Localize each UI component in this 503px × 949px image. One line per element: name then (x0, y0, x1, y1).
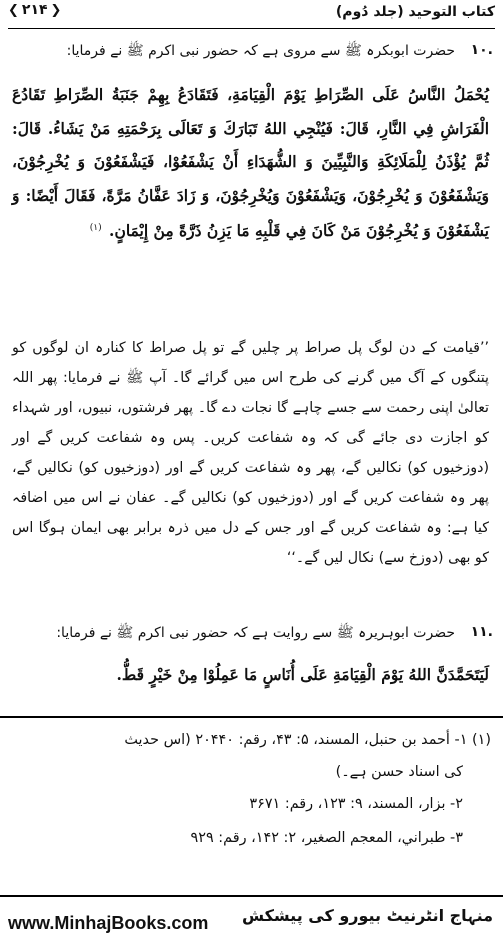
footer-divider (0, 895, 503, 897)
website-link[interactable]: www.MinhajBooks.com (8, 913, 209, 933)
footnote-line: کی اسناد حسن ہے۔) (335, 764, 463, 780)
publisher-credit: منہاج انٹرنیٹ بیورو کی پیشکش (241, 906, 493, 925)
hadith-intro: حضرت ابوہریرہ ﷺ سے روایت ہے کہ حضور نبی اکرم ﷺ نے فرمایا: (56, 625, 455, 641)
hadith-number: ۱۰. (470, 42, 493, 58)
hadith-number: ۱۱. (470, 624, 493, 640)
footnote-line: ۲- بزار، المسند، ۹: ۱۲۳، رقم: ۳۶۷۱ (249, 796, 463, 812)
header-divider (8, 28, 495, 29)
hadith-arabic-text: لَيَتَحَمَّدَنَّ اللهُ يَوْمَ الْقِيَامَةِ عَلَى أُنَاسٍ مَا عَمِلُوْا مِنْ خَيْرٍ قَطُّ. (116, 665, 489, 684)
ornament-left-icon: ❮ (8, 2, 19, 18)
book-title: كتاب التوحيد (جلد دُوم) (335, 4, 495, 20)
arabic-text: يُحْمَلُ النَّاسُ عَلَى الصِّرَاطِ يَوْمَ الْقِيَامَةِ، فَتَقَادَعُ بِهِمْ جَنَبَةُ الصِّرَاطِ تَقَادُعَ الْفَرَاشِ فِي النَّارِ، قَالَ: فَيُنْجِي اللهُ تَبَارَكَ وَ تَعَالَى بِرَحْمَتِهِ مَنْ يَشَاءُ. قَالَ: ثُمَّ يُؤْذَنُ لِلْمَلَائِكَةِ وَالنَّبِيِّينَ وَ الشُّهَدَاءِ أَنْ يَشْفَعُوْا، فَيَشْفَعُوْنَ وَ يُخْرِجُوْنَ، وَيَشْفَعُوْنَ وَ يُخْرِجُوْنَ، وَيَشْفَعُوْنَ وَيُخْرِجُوْنَ، وَ زَادَ عَفَّانُ مَرَّةً، فَقَالَ أَيْضًا: وَ يَشْفَعُوْنَ وَ يُخْرِجُوْنَ مَنْ كَانَ فِي قَلْبِهِ مَا يَزِنُ ذَرَّةً مِنْ إِيْمَانٍ. (12, 85, 489, 241)
page-header (8, 2, 495, 28)
footnote-divider (0, 716, 503, 718)
hadith-intro: حضرت ابوبکرہ ﷺ سے مروی ہے کہ حضور نبی اکرم ﷺ نے فرمایا: (66, 43, 455, 59)
page-number: ۲۱۴ (21, 2, 48, 18)
hadith-urdu-translation: ’’قیامت کے دن لوگ پل صراط پر چلیں گے تو پل صراط کا کنارہ ان لوگوں کو پتنگوں کے آگ میں گرنے کی طرح اس میں گرائے گا۔ آپ ﷺ نے فرمایا: پھر اللہ تعالیٰ اپنی رحمت سے جسے چاہے گا نجات دے گا۔ پھر فرشتوں، نبیوں، اور شہداء کو اجازت دی جائے گی کہ وہ شفاعت کریں۔ پس وہ شفاعت کریں گے اور (دوزخیوں کو) نکالیں گے، پھر وہ شفاعت کریں گے اور (دوزخیوں کو) نکالیں گے، پھر وہ شفاعت کریں گے اور (دوزخیوں کو) نکالیں گے۔ عفان نے اس میں اضافہ کیا ہے: وہ شفاعت کریں گے اور جس کے دل میں ذرہ برابر بھی ایمان ہوگا اس کو بھی (دوزخ سے) نکال لیں گے۔‘‘ (12, 340, 489, 566)
ornament-right-icon: ❯ (50, 2, 62, 18)
footnote-reference: (۱) (89, 223, 102, 233)
page-number-box (8, 2, 61, 18)
footnote-line: ۳- طبراني، المعجم الصغیر، ۲: ۱۴۲، رقم: ۹۲۹ (190, 830, 463, 846)
hadith-arabic-text (12, 78, 489, 248)
footnote-line: (۱) ۱- أحمد بن حنبل، المسند، ۵: ۴۳، رقم: ۲۰۴۴۰ (اس حدیث (124, 732, 491, 748)
